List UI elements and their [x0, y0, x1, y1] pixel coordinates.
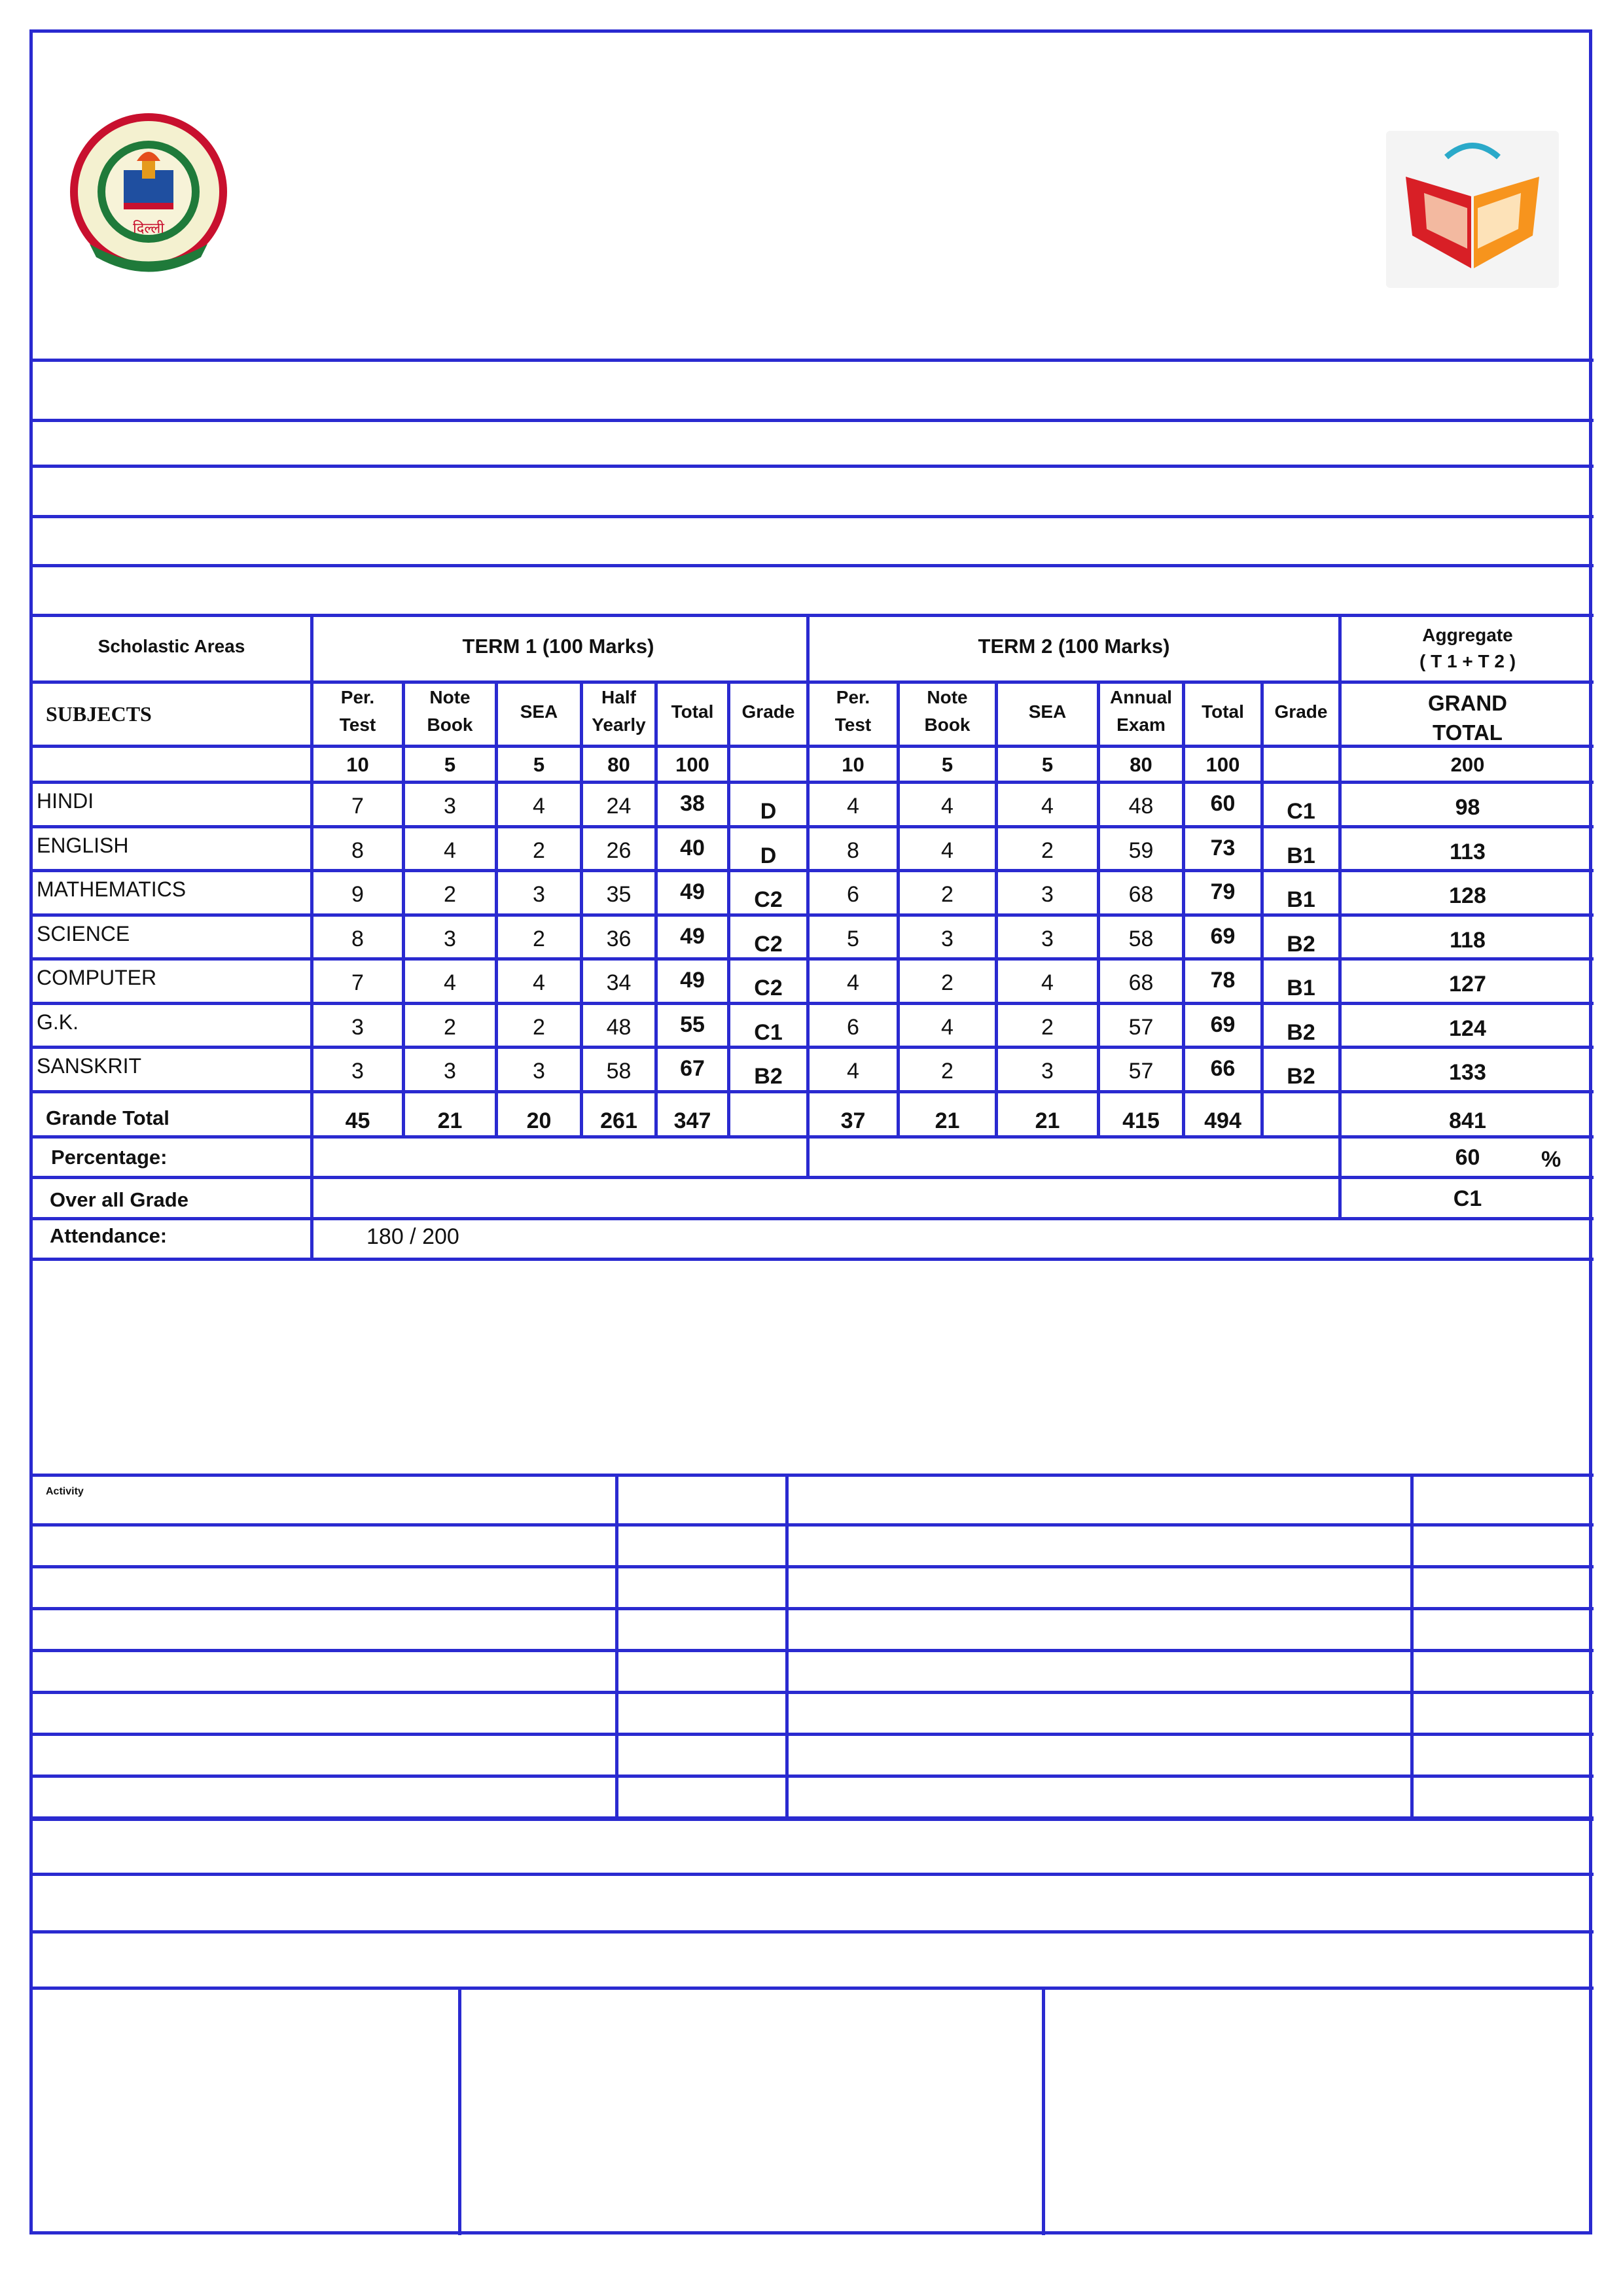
co-table-rule — [29, 1733, 1594, 1736]
t1-col-2: SEA — [520, 701, 558, 722]
t2-score: 4 — [1041, 794, 1054, 819]
t1-score: 34 — [606, 970, 632, 995]
grand-total-value: 841 — [1449, 1108, 1486, 1133]
t2-score: 73 — [1210, 835, 1236, 860]
t1-score: 67 — [680, 1056, 705, 1081]
t1-score: 26 — [606, 838, 632, 863]
t1-score: 8 — [351, 926, 364, 951]
attendance-label: Attendance: — [50, 1224, 168, 1247]
t1-score: 3 — [444, 926, 456, 951]
t2-grand-total: 21 — [935, 1108, 960, 1133]
t1-score: 55 — [680, 1012, 705, 1037]
grand-total-cell: 124 — [1449, 1016, 1486, 1041]
t1-score: 58 — [606, 1059, 632, 1084]
t1-score: 7 — [351, 794, 364, 819]
t2-grand-total: 21 — [1035, 1108, 1060, 1133]
subject-name: SCIENCE — [37, 921, 130, 945]
t1-col-3: Half — [601, 687, 636, 707]
t2-score: 2 — [941, 882, 954, 907]
co-activity-header: Activity — [46, 1486, 84, 1497]
t2-score: 79 — [1210, 879, 1236, 904]
co-table-rule — [29, 1818, 1594, 1821]
grand-total-cell: 133 — [1449, 1060, 1486, 1085]
subjects-header: SUBJECTS — [46, 702, 152, 726]
t1-score: C2 — [754, 887, 783, 912]
row-rule — [29, 1090, 1594, 1093]
t1-max-marks: 100 — [675, 753, 709, 776]
t2-score: 6 — [847, 1014, 859, 1040]
co-table-rule — [29, 1523, 1594, 1527]
t2-score: 4 — [847, 970, 859, 995]
t1-max-marks: 5 — [444, 753, 456, 776]
t1-score: 49 — [680, 879, 705, 904]
t2-score: 3 — [1041, 926, 1054, 951]
header-rule — [29, 680, 1594, 684]
subject-name: COMPUTER — [37, 966, 157, 989]
t1-score: 40 — [680, 835, 705, 860]
t1-score: 2 — [533, 838, 545, 863]
co-table-rule — [29, 1691, 1594, 1694]
co-table-rule — [29, 1607, 1594, 1610]
co-table-divider — [615, 1474, 618, 1818]
t1-max-marks: 5 — [533, 753, 545, 776]
t2-col-1: Book — [924, 715, 971, 735]
t1-max-marks: 10 — [346, 753, 369, 776]
t1-score: 4 — [444, 970, 456, 995]
co-table-rule — [29, 1565, 1594, 1568]
t1-score: 2 — [533, 926, 545, 951]
term2-header: TERM 2 (100 Marks) — [978, 635, 1170, 658]
t2-score: B1 — [1287, 843, 1315, 868]
t1-score: 3 — [533, 1059, 545, 1084]
t1-col-1: Note — [429, 687, 471, 707]
t1-score: 35 — [606, 882, 632, 907]
co-table-rule — [29, 1775, 1594, 1778]
row-rule — [29, 1002, 1594, 1005]
row-rule — [29, 957, 1594, 961]
t2-col-0: Test — [834, 715, 872, 735]
t1-score: 3 — [351, 1014, 364, 1040]
t2-max-marks: 80 — [1130, 753, 1152, 776]
t2-max-marks: 100 — [1205, 753, 1240, 776]
t2-col-4: Total — [1202, 701, 1244, 722]
t1-score: 4 — [444, 838, 456, 863]
t1-score: C2 — [754, 931, 783, 957]
t2-max-marks: 5 — [1041, 753, 1054, 776]
t2-max-marks: 5 — [941, 753, 954, 776]
max-marks-rule — [29, 745, 1594, 748]
t2-score: B1 — [1287, 976, 1315, 1000]
t2-score: 4 — [941, 1014, 954, 1040]
row-rule — [29, 1046, 1594, 1049]
t2-score: 66 — [1210, 1056, 1236, 1081]
subject-name: SANSKRIT — [37, 1054, 142, 1078]
grand-total-header: GRAND — [1428, 691, 1507, 715]
t1-grand-total: 20 — [526, 1108, 552, 1133]
attendance-end-rule — [29, 1258, 1594, 1261]
grand-total-cell: 118 — [1450, 927, 1486, 953]
t1-score: 24 — [606, 794, 632, 819]
t2-col-0: Per. — [836, 687, 870, 707]
grand-total-cell: 128 — [1449, 883, 1486, 908]
t1-col-1: Book — [427, 715, 473, 735]
t2-score: 3 — [1041, 882, 1054, 907]
t2-score: 3 — [941, 926, 954, 951]
t2-score: 2 — [1041, 1014, 1054, 1040]
overall-grade-value: C1 — [1453, 1186, 1482, 1211]
subject-name: ENGLISH — [37, 833, 129, 857]
t1-grand-total: 347 — [673, 1108, 711, 1133]
t2-score: 4 — [941, 838, 954, 863]
attendance-rule — [29, 1217, 1594, 1220]
t2-score: 69 — [1210, 1012, 1236, 1037]
grand-max-marks: 200 — [1450, 753, 1485, 776]
t1-score: D — [760, 799, 777, 824]
t2-score: 59 — [1128, 838, 1154, 863]
t2-max-marks: 10 — [842, 753, 865, 776]
t2-grand-total: 37 — [840, 1108, 866, 1133]
subject-name: G.K. — [37, 1010, 79, 1034]
t1-score: 9 — [351, 882, 364, 907]
t1-col-3: Yearly — [592, 715, 646, 735]
row-rule — [29, 913, 1594, 917]
t1-score: 4 — [533, 970, 545, 995]
grand-total-cell: 98 — [1455, 795, 1480, 820]
t1-score: 7 — [351, 970, 364, 995]
t1-score: 2 — [533, 1014, 545, 1040]
overall-grade-label: Over all Grade — [50, 1188, 188, 1211]
t1-score: 4 — [533, 794, 545, 819]
t2-score: 2 — [941, 970, 954, 995]
t2-score: 57 — [1128, 1059, 1154, 1084]
t1-score: 36 — [606, 926, 632, 951]
t2-score: 68 — [1128, 882, 1154, 907]
row-rule — [29, 825, 1594, 828]
t2-score: C1 — [1287, 799, 1315, 824]
t1-score: 2 — [444, 1014, 456, 1040]
t2-score: 68 — [1128, 970, 1154, 995]
t1-score: 38 — [680, 791, 705, 816]
t2-score: 58 — [1128, 926, 1154, 951]
t2-score: 4 — [847, 794, 859, 819]
grand-total-label: Grande Total — [46, 1106, 169, 1129]
logo-graphic — [1386, 131, 1559, 288]
t1-score: C1 — [754, 1019, 783, 1045]
subject-name: HINDI — [37, 789, 94, 813]
t2-score: 4 — [941, 794, 954, 819]
t1-score: 8 — [351, 838, 364, 863]
t2-score: 60 — [1210, 791, 1236, 816]
t2-score: 4 — [1041, 970, 1054, 995]
t1-col-0: Test — [339, 715, 376, 735]
t2-grand-total: 494 — [1204, 1108, 1241, 1133]
overall-rule — [29, 1176, 1594, 1179]
t1-score: C2 — [754, 976, 783, 1000]
t2-score: B2 — [1287, 1019, 1315, 1045]
t1-score: 49 — [680, 968, 705, 993]
t1-col-5: Grade — [741, 701, 795, 722]
t2-col-1: Note — [927, 687, 968, 707]
grand-total-header-2: TOTAL — [1433, 720, 1503, 745]
percentage-label: Percentage: — [51, 1146, 168, 1169]
t1-col-4: Total — [671, 701, 714, 722]
svg-text:दिल्ली: दिल्ली — [133, 221, 164, 237]
co-table-divider — [1410, 1474, 1414, 1818]
co-table-rule — [29, 1474, 1594, 1477]
t2-score: 57 — [1128, 1014, 1154, 1040]
t2-score: 69 — [1210, 923, 1236, 949]
t2-col-2: SEA — [1028, 701, 1067, 722]
t1-col-0: Per. — [340, 687, 375, 707]
t2-col-5: Grade — [1274, 701, 1328, 722]
t1-score: D — [760, 843, 777, 868]
t1-score: 2 — [444, 882, 456, 907]
row-rule — [29, 869, 1594, 872]
grand-total-cell: 113 — [1450, 839, 1486, 864]
t1-score: 48 — [606, 1014, 632, 1040]
t1-score: 49 — [680, 923, 705, 949]
t2-score: 5 — [847, 926, 859, 951]
t2-col-3: Annual — [1110, 687, 1172, 707]
scholastic-areas-header: Scholastic Areas — [98, 636, 245, 656]
term1-header: TERM 1 (100 Marks) — [462, 635, 654, 658]
t2-score: 2 — [1041, 838, 1054, 863]
t2-score: 3 — [1041, 1059, 1054, 1084]
t1-grand-total: 261 — [600, 1108, 637, 1133]
t1-score: 3 — [533, 882, 545, 907]
t2-score: 6 — [847, 882, 859, 907]
cbse-emblem-icon — [63, 110, 234, 280]
t2-col-3: Exam — [1116, 715, 1166, 735]
t2-grand-total: 415 — [1122, 1108, 1160, 1133]
subject-name: MATHEMATICS — [37, 877, 187, 901]
emblem-graphic — [63, 110, 234, 280]
percent-sign: % — [1541, 1147, 1561, 1172]
t2-score: B2 — [1287, 931, 1315, 957]
percentage-rule — [29, 1135, 1594, 1139]
aggregate-sub-header: ( T 1 + T 2 ) — [1419, 651, 1516, 671]
percentage-value: 60 — [1455, 1145, 1480, 1170]
aggregate-header: Aggregate — [1422, 625, 1513, 645]
open-book-icon — [1386, 131, 1559, 288]
t1-max-marks: 80 — [607, 753, 630, 776]
t2-score: 8 — [847, 838, 859, 863]
co-table-rule — [29, 1649, 1594, 1652]
attendance-value: 180 / 200 — [366, 1224, 459, 1249]
t1-score: 3 — [444, 794, 456, 819]
t1-score: 3 — [444, 1059, 456, 1084]
t2-score: B1 — [1287, 887, 1315, 912]
t1-score: 3 — [351, 1059, 364, 1084]
t2-score: 48 — [1128, 794, 1154, 819]
subject-rule — [29, 781, 1594, 784]
t2-score: B2 — [1287, 1064, 1315, 1089]
t2-score: 4 — [847, 1059, 859, 1084]
t2-score: 78 — [1210, 968, 1236, 993]
t1-grand-total: 21 — [437, 1108, 463, 1133]
grand-total-cell: 127 — [1449, 972, 1486, 997]
t2-score: 2 — [941, 1059, 954, 1084]
t1-score: B2 — [754, 1064, 783, 1089]
t1-grand-total: 45 — [345, 1108, 370, 1133]
co-table-divider — [785, 1474, 789, 1818]
